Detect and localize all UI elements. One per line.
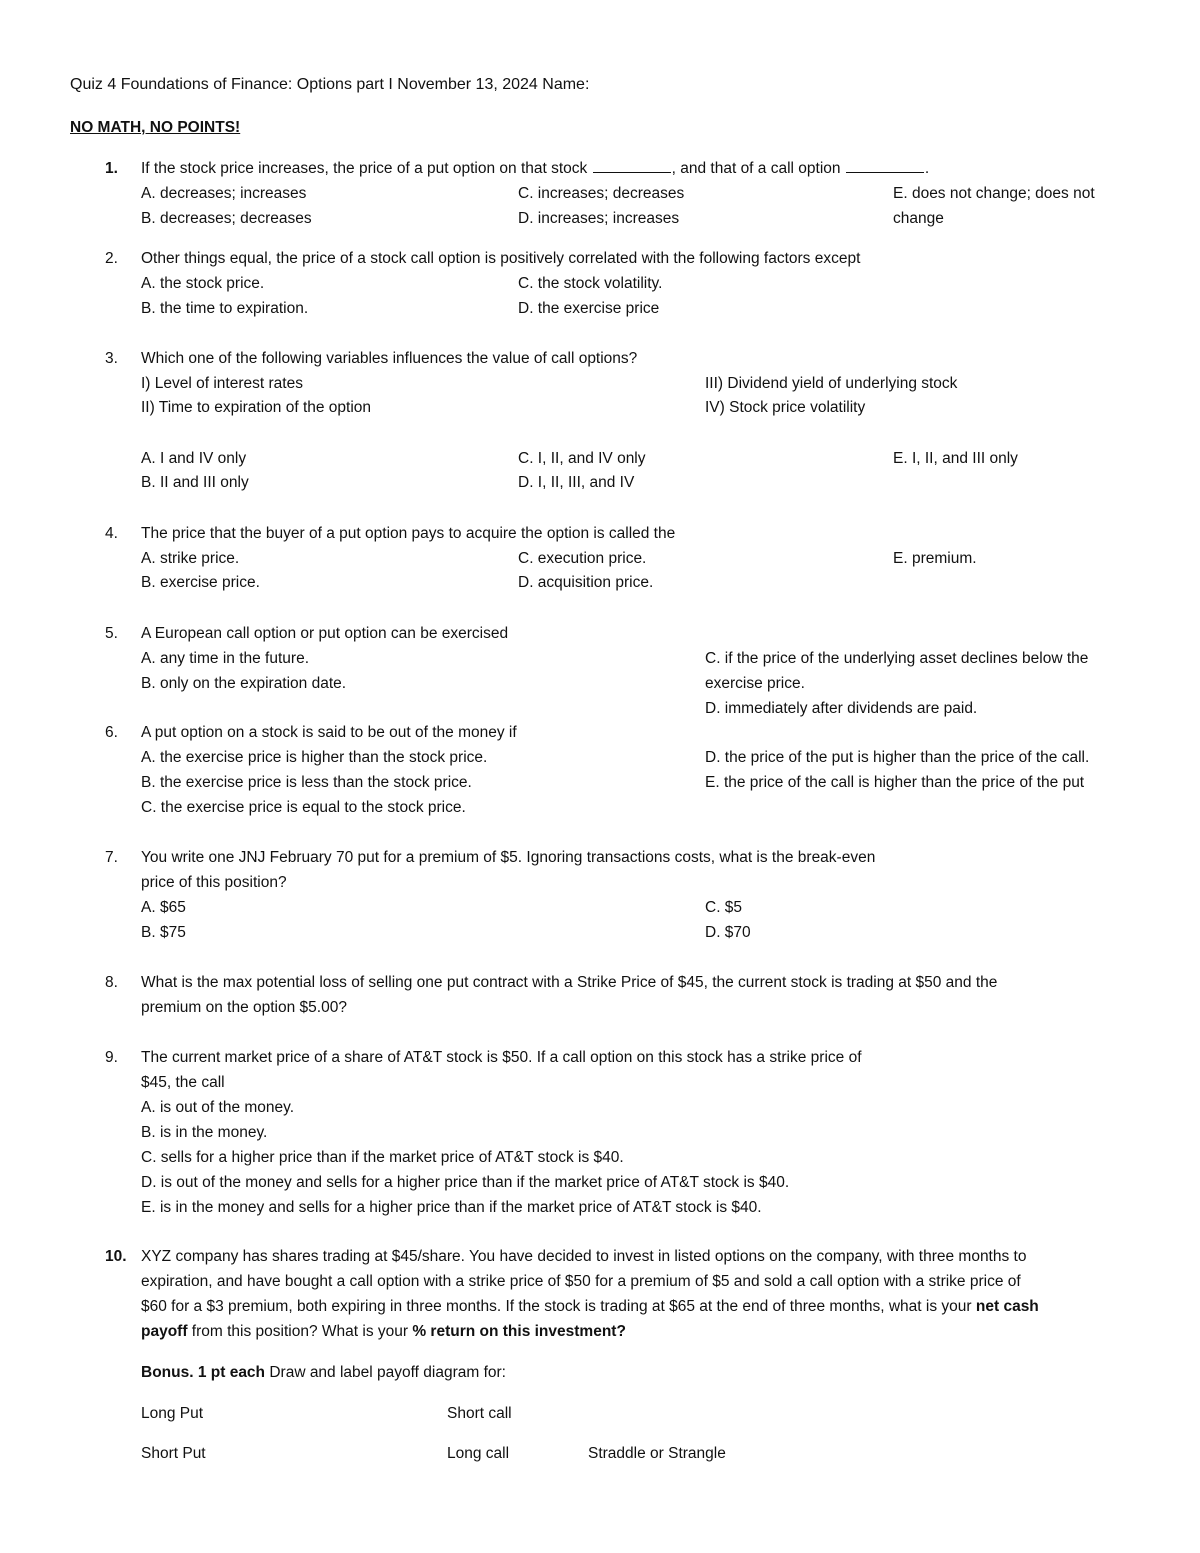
q10-line3-text: $60 for a $3 premium, both expiring in three months. If the stock is trading at $65 at the end of three months, what is your [141,1298,972,1315]
q5-option-b: B. only on the expiration date. [141,675,347,692]
q10-line3 [141,1294,1039,1319]
q5-stem: A European call option or put option can be exercised [141,625,509,642]
q9-option-d: D. is out of the money and sells for a higher price than if the market price of AT&T stock is $40. [141,1174,790,1191]
q3-option-a: A. I and IV only [141,450,247,467]
q10-net-cash-bold: net cash [975,1298,1039,1315]
q1-option-c: C. increases; decreases [518,185,685,202]
q4-number: 4. [105,525,118,542]
q5-option-c-line1: C. if the price of the underlying asset declines below the [705,650,1089,667]
q6-stem: A put option on a stock is said to be out of the money if [141,724,517,741]
q10-line1: XYZ company has shares trading at $45/share. You have decided to invest in listed options on the company, with three months to [141,1248,1027,1265]
q1-blank-2 [846,157,924,173]
q6-option-d: D. the price of the put is higher than the price of the call. [705,749,1090,766]
bonus-text: Draw and label payoff diagram for: [265,1364,506,1381]
q9-option-c: C. sells for a higher price than if the market price of AT&T stock is $40. [141,1149,624,1166]
q1-option-e-line1: E. does not change; does not [893,185,1095,202]
q6-number: 6. [105,724,118,741]
bonus-long-put: Long Put [141,1405,204,1422]
q2-option-b: B. the time to expiration. [141,300,309,317]
q1-option-e-line2: change [893,210,944,227]
q3-option-b: B. II and III only [141,474,249,491]
q4-option-d: D. acquisition price. [518,574,654,591]
q9-option-e: E. is in the money and sells for a higher price than if the market price of AT&T stock is $40. [141,1199,762,1216]
bonus-long-call: Long call [447,1445,510,1462]
q9-stem-line2: $45, the call [141,1074,225,1091]
q4-option-a: A. strike price. [141,550,240,567]
q3-stem: Which one of the following variables influences the value of call options? [141,350,638,367]
q1-option-b: B. decreases; decreases [141,210,312,227]
q6-option-b: B. the exercise price is less than the stock price. [141,774,472,791]
q2-option-a: A. the stock price. [141,275,265,292]
q10-line4 [141,1319,626,1344]
q1-stem-part-b: , and that of a call option [671,160,841,177]
q1-blank-1 [593,157,671,173]
q1-stem-part-c: . [924,160,930,177]
q3-option-e: E. I, II, and III only [893,450,1018,467]
q4-option-b: B. exercise price. [141,574,260,591]
q7-stem-line2: price of this position? [141,874,287,891]
q2-number: 2. [105,250,118,267]
q10-line2: expiration, and have bought a call option with a strike price of $50 for a premium of $5 and sold a call option with a strike price of [141,1273,1021,1290]
q6-option-a: A. the exercise price is higher than the stock price. [141,749,488,766]
q1-option-d: D. increases; increases [518,210,680,227]
q3-option-c: C. I, II, and IV only [518,450,646,467]
q3-item-3: III) Dividend yield of underlying stock [705,375,958,392]
q8-stem-line1: What is the max potential loss of selling one put contract with a Strike Price of $45, the current stock is trading at $50 and the [141,974,998,991]
warning-text: NO MATH, NO POINTS! [70,119,241,136]
q10-number: 10. [105,1248,127,1265]
q5-number: 5. [105,625,118,642]
q9-stem-line1: The current market price of a share of AT&T stock is $50. If a call option on this stock has a strike price of [141,1049,862,1066]
q9-number: 9. [105,1049,118,1066]
q10-return-bold: % return on this investment? [412,1323,626,1340]
q2-option-c: C. the stock volatility. [518,275,663,292]
q6-option-e: E. the price of the call is higher than the price of the put [705,774,1085,791]
bonus-heading [141,1360,506,1385]
q8-stem-line2: premium on the option $5.00? [141,999,347,1016]
q5-option-c-line2: exercise price. [705,675,805,692]
bonus-short-put: Short Put [141,1445,206,1462]
q7-option-a: A. $65 [141,899,186,916]
q7-option-d: D. $70 [705,924,751,941]
q3-option-d: D. I, II, III, and IV [518,474,635,491]
q7-stem-line1: You write one JNJ February 70 put for a premium of $5. Ignoring transactions costs, what is the break-even [141,849,876,866]
bonus-short-call: Short call [447,1405,512,1422]
q6-option-c: C. the exercise price is equal to the stock price. [141,799,466,816]
bonus-straddle: Straddle or Strangle [588,1445,726,1462]
q9-option-a: A. is out of the money. [141,1099,295,1116]
q8-number: 8. [105,974,118,991]
q7-option-c: C. $5 [705,899,743,916]
page-title: Quiz 4 Foundations of Finance: Options part I November 13, 2024 Name: [70,76,590,93]
q5-option-d: D. immediately after dividends are paid. [705,700,978,717]
q1-option-a: A. decreases; increases [141,185,307,202]
q3-number: 3. [105,350,118,367]
q1-stem [141,156,929,181]
q1-stem-part-a: If the stock price increases, the price of a put option on that stock [141,160,588,177]
q2-option-d: D. the exercise price [518,300,660,317]
q7-number: 7. [105,849,118,866]
q3-item-2: II) Time to expiration of the option [141,399,372,416]
q1-number: 1. [105,160,118,177]
q3-item-4: IV) Stock price volatility [705,399,866,416]
q5-option-a: A. any time in the future. [141,650,310,667]
q4-stem: The price that the buyer of a put option pays to acquire the option is called the [141,525,676,542]
q7-option-b: B. $75 [141,924,186,941]
q4-option-c: C. execution price. [518,550,647,567]
q3-item-1: I) Level of interest rates [141,375,303,392]
q10-payoff-bold: payoff [141,1323,188,1340]
q9-option-b: B. is in the money. [141,1124,268,1141]
q2-stem: Other things equal, the price of a stock call option is positively correlated with the following factors except [141,250,861,267]
q10-line4-text: from this position? What is your [187,1323,413,1340]
bonus-label: Bonus. 1 pt each [141,1364,266,1381]
q4-option-e: E. premium. [893,550,977,567]
